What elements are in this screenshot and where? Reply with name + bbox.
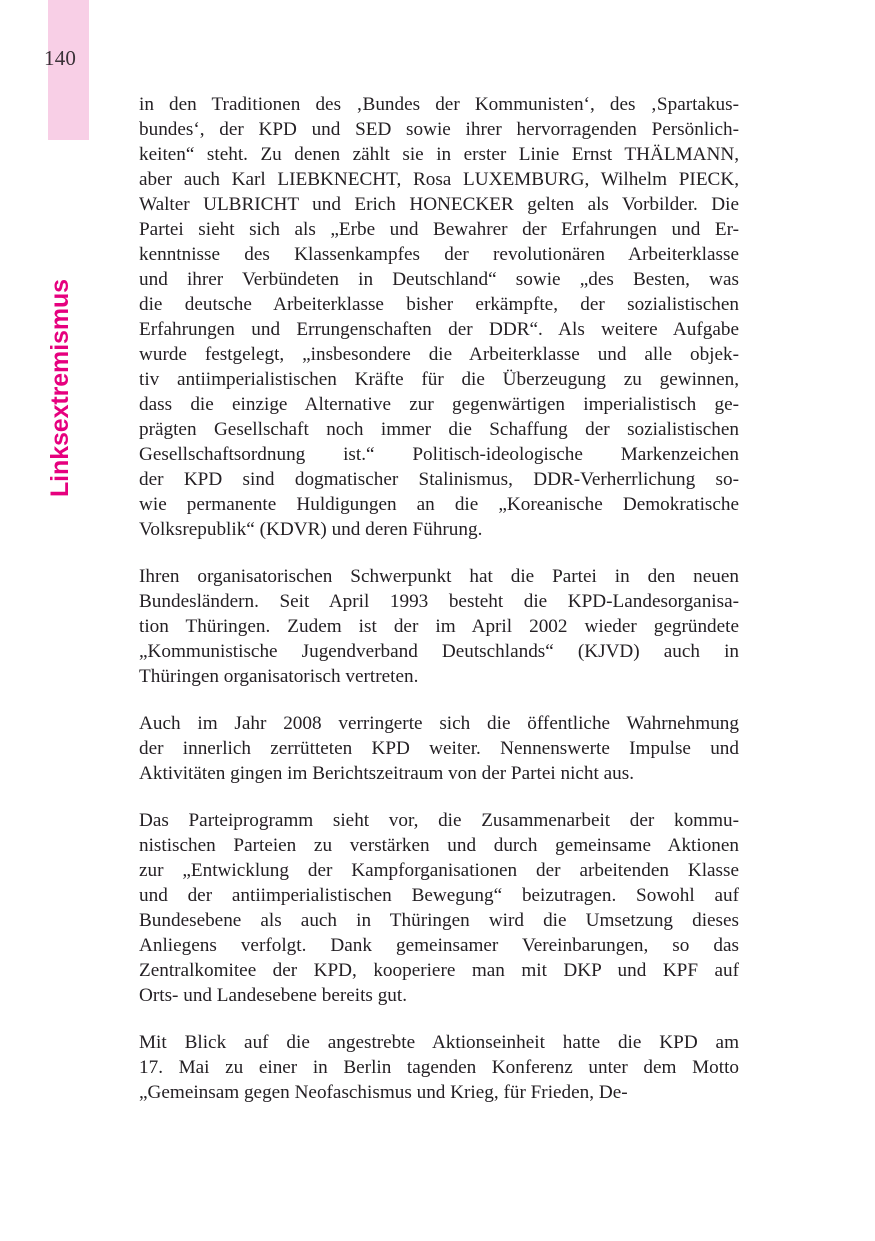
text-line: Walter ULBRICHT und Erich HONECKER gelten als Vorbilder. Die	[139, 194, 739, 215]
body-text-column	[139, 92, 739, 1105]
text-line: zur „Entwicklung der Kampforganisationen der arbeitenden Klasse	[139, 860, 739, 881]
text-line: Ihren organisatorischen Schwerpunkt hat die Partei in den neuen	[139, 566, 739, 587]
text-line: Auch im Jahr 2008 verringerte sich die öffentliche Wahrnehmung	[139, 713, 739, 734]
text-line: Anliegens verfolgt. Dank gemeinsamer Vereinbarungen, so das	[139, 935, 739, 956]
text-line: „Kommunistische Jugendverband Deutschlands“ (KJVD) auch in	[139, 641, 739, 662]
text-line: tion Thüringen. Zudem ist der im April 2002 wieder gegründete	[139, 616, 739, 637]
text-line: und ihrer Verbündeten in Deutschland“ sowie „des Besten, was	[139, 269, 739, 290]
text-line: Aktivitäten gingen im Berichtszeitraum von der Partei nicht aus.	[139, 763, 635, 784]
paragraph	[139, 564, 739, 689]
text-line: nistischen Parteien zu verstärken und durch gemeinsame Aktionen	[139, 835, 739, 856]
paragraph	[139, 808, 739, 1008]
text-line: wurde festgelegt, „insbesondere die Arbeiterklasse und alle objek-	[139, 344, 739, 365]
section-label-linksextremismus: Linksextremismus	[46, 279, 74, 497]
text-line: Das Parteiprogramm sieht vor, die Zusammenarbeit der kommu-	[139, 810, 739, 831]
text-line: Gesellschaftsordnung ist.“ Politisch-ideologische Markenzeichen	[139, 444, 739, 465]
paragraph	[139, 92, 739, 542]
text-line: 17. Mai zu einer in Berlin tagenden Konferenz unter dem Motto	[139, 1057, 739, 1078]
paragraph	[139, 1030, 739, 1105]
text-line: aber auch Karl LIEBKNECHT, Rosa LUXEMBURG, Wilhelm PIECK,	[139, 169, 739, 190]
text-line: bundes‘, der KPD und SED sowie ihrer hervorragenden Persönlich-	[139, 119, 739, 140]
text-line: der KPD sind dogmatischer Stalinismus, DDR-Verherrlichung so-	[139, 469, 739, 490]
text-line: tiv antiimperialistischen Kräfte für die Überzeugung zu gewinnen,	[139, 369, 739, 390]
text-line: und der antiimperialistischen Bewegung“ beizutragen. Sowohl auf	[139, 885, 739, 906]
text-line: Volksrepublik“ (KDVR) und deren Führung.	[139, 519, 483, 540]
text-line: Mit Blick auf die angestrebte Aktionseinheit hatte die KPD am	[139, 1032, 739, 1053]
text-line: Zentralkomitee der KPD, kooperiere man mit DKP und KPF auf	[139, 960, 739, 981]
text-line: wie permanente Huldigungen an die „Koreanische Demokratische	[139, 494, 739, 515]
text-line: der innerlich zerrütteten KPD weiter. Nennenswerte Impulse und	[139, 738, 739, 759]
text-line: kenntnisse des Klassenkampfes der revolutionären Arbeiterklasse	[139, 244, 739, 265]
section-label-container	[0, 170, 120, 500]
text-line: Bundesebene als auch in Thüringen wird die Umsetzung dieses	[139, 910, 739, 931]
page-number: 140	[44, 46, 77, 70]
text-line: Orts- und Landesebene bereits gut.	[139, 985, 408, 1006]
text-line: prägten Gesellschaft noch immer die Schaffung der sozialistischen	[139, 419, 739, 440]
text-line: keiten“ steht. Zu denen zählt sie in erster Linie Ernst THÄLMANN,	[139, 144, 739, 165]
paragraph	[139, 711, 739, 786]
text-line: Erfahrungen und Errungenschaften der DDR“. Als weitere Aufgabe	[139, 319, 739, 340]
text-line: Bundesländern. Seit April 1993 besteht die KPD-Landesorganisa-	[139, 591, 739, 612]
text-line: dass die einzige Alternative zur gegenwärtigen imperialistisch ge-	[139, 394, 739, 415]
text-line: „Gemeinsam gegen Neofaschismus und Krieg, für Frieden, De-	[139, 1082, 628, 1103]
text-line: die deutsche Arbeiterklasse bisher erkämpfte, der sozialistischen	[139, 294, 739, 315]
text-line: Partei sieht sich als „Erbe und Bewahrer der Erfahrungen und Er-	[139, 219, 739, 240]
text-line: in den Traditionen des ‚Bundes der Kommunisten‘, des ‚Spartakus-	[139, 94, 739, 115]
text-line: Thüringen organisatorisch vertreten.	[139, 666, 419, 687]
